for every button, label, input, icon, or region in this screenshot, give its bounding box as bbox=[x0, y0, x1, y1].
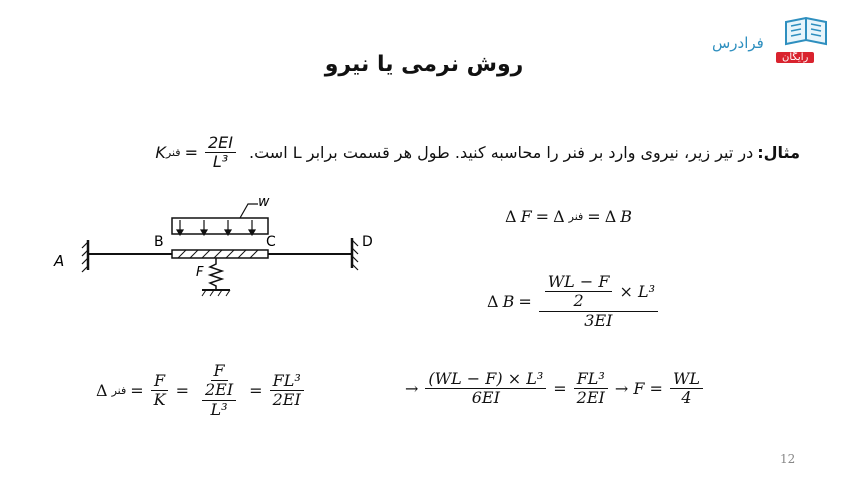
compatibility-equation bbox=[505, 207, 632, 226]
wl-minus-f: WL − F bbox=[545, 273, 613, 292]
page-number: 12 bbox=[780, 452, 796, 466]
equals-sign: = bbox=[587, 207, 601, 226]
delta-b-equation: Δ B = $\frac{WL - F}{2}$ × L³ 3EI bbox=[487, 273, 661, 330]
example-label: مثال: bbox=[757, 143, 800, 163]
fl3-num: FL³ bbox=[270, 372, 304, 391]
label-f: F bbox=[196, 265, 204, 280]
problem-statement bbox=[155, 134, 800, 172]
wl-f-l3: (WL − F) × L³ bbox=[425, 370, 546, 389]
two: 2 bbox=[573, 291, 584, 311]
f-num: F bbox=[211, 362, 228, 381]
logo-text: فرادرس bbox=[712, 34, 764, 52]
k-numerator: 2EI bbox=[205, 134, 236, 153]
logo-badge: رایگان bbox=[776, 52, 814, 63]
label-a: A bbox=[54, 252, 65, 270]
sub-b: B bbox=[620, 207, 633, 226]
label-d: D bbox=[362, 234, 373, 250]
six-ei: 6EI bbox=[471, 388, 500, 408]
arrow: → bbox=[405, 379, 419, 399]
k-den: K bbox=[153, 390, 166, 410]
delta-symbol: Δ bbox=[505, 207, 517, 226]
label-b: B bbox=[154, 234, 164, 250]
f-num: F bbox=[151, 372, 168, 391]
three-ei: 3EI bbox=[584, 310, 613, 330]
two-ei-den: 2EI bbox=[272, 390, 301, 410]
label-w: w bbox=[258, 194, 270, 210]
book-icon bbox=[782, 14, 830, 48]
times-l3: × L³ bbox=[619, 281, 656, 301]
k-denominator: L³ bbox=[212, 152, 229, 172]
problem-text: در تیر زیر، نیروی وارد بر فنر را محاسبه کنید. طول هر قسمت برابر L است. bbox=[249, 143, 754, 163]
sub-spring: فنر bbox=[568, 210, 584, 223]
beam-diagram bbox=[44, 190, 384, 305]
label-c: C bbox=[266, 234, 276, 250]
k-fraction bbox=[205, 134, 236, 172]
sub-f: F bbox=[520, 207, 532, 226]
wl-num: WL bbox=[670, 370, 703, 389]
spring-stiffness-formula: K فنر = $\frac{2EI}{\text{L³}}$ bbox=[155, 134, 239, 172]
arrow-f-equals: → F = bbox=[614, 379, 663, 399]
delta-symbol: Δ bbox=[553, 207, 565, 226]
k-subscript: فنر bbox=[165, 146, 181, 160]
four-den: 4 bbox=[681, 388, 692, 408]
two-ei: 2EI bbox=[202, 381, 236, 400]
sub-spring: فنر bbox=[111, 384, 127, 398]
k-symbol: K bbox=[155, 143, 166, 163]
two-ei-den: 2EI bbox=[576, 388, 605, 408]
fl3-num: FL³ bbox=[574, 370, 608, 389]
l-cubed: L³ bbox=[210, 399, 228, 419]
page-title: روش نرمی یا نیرو bbox=[324, 52, 524, 77]
sub-b: B bbox=[502, 292, 515, 312]
delta-symbol: Δ bbox=[604, 207, 617, 226]
equals-sign: = bbox=[535, 207, 550, 226]
solution-equation: → $\frac{\text{(WL − F) × L³}}{6EI}$ = $\frac{\text{FL³}}{2EI}$ → F = $\frac{WL}{4}$ bbox=[405, 370, 706, 408]
spring-deflection-equation: Δ فنر = $\frac{F}{K}$ = F $\frac{2EI}{\text{L³}}$ = $\frac{\text{FL³}}{2EI}$ bbox=[96, 362, 307, 419]
delta-b-fraction bbox=[539, 273, 658, 330]
